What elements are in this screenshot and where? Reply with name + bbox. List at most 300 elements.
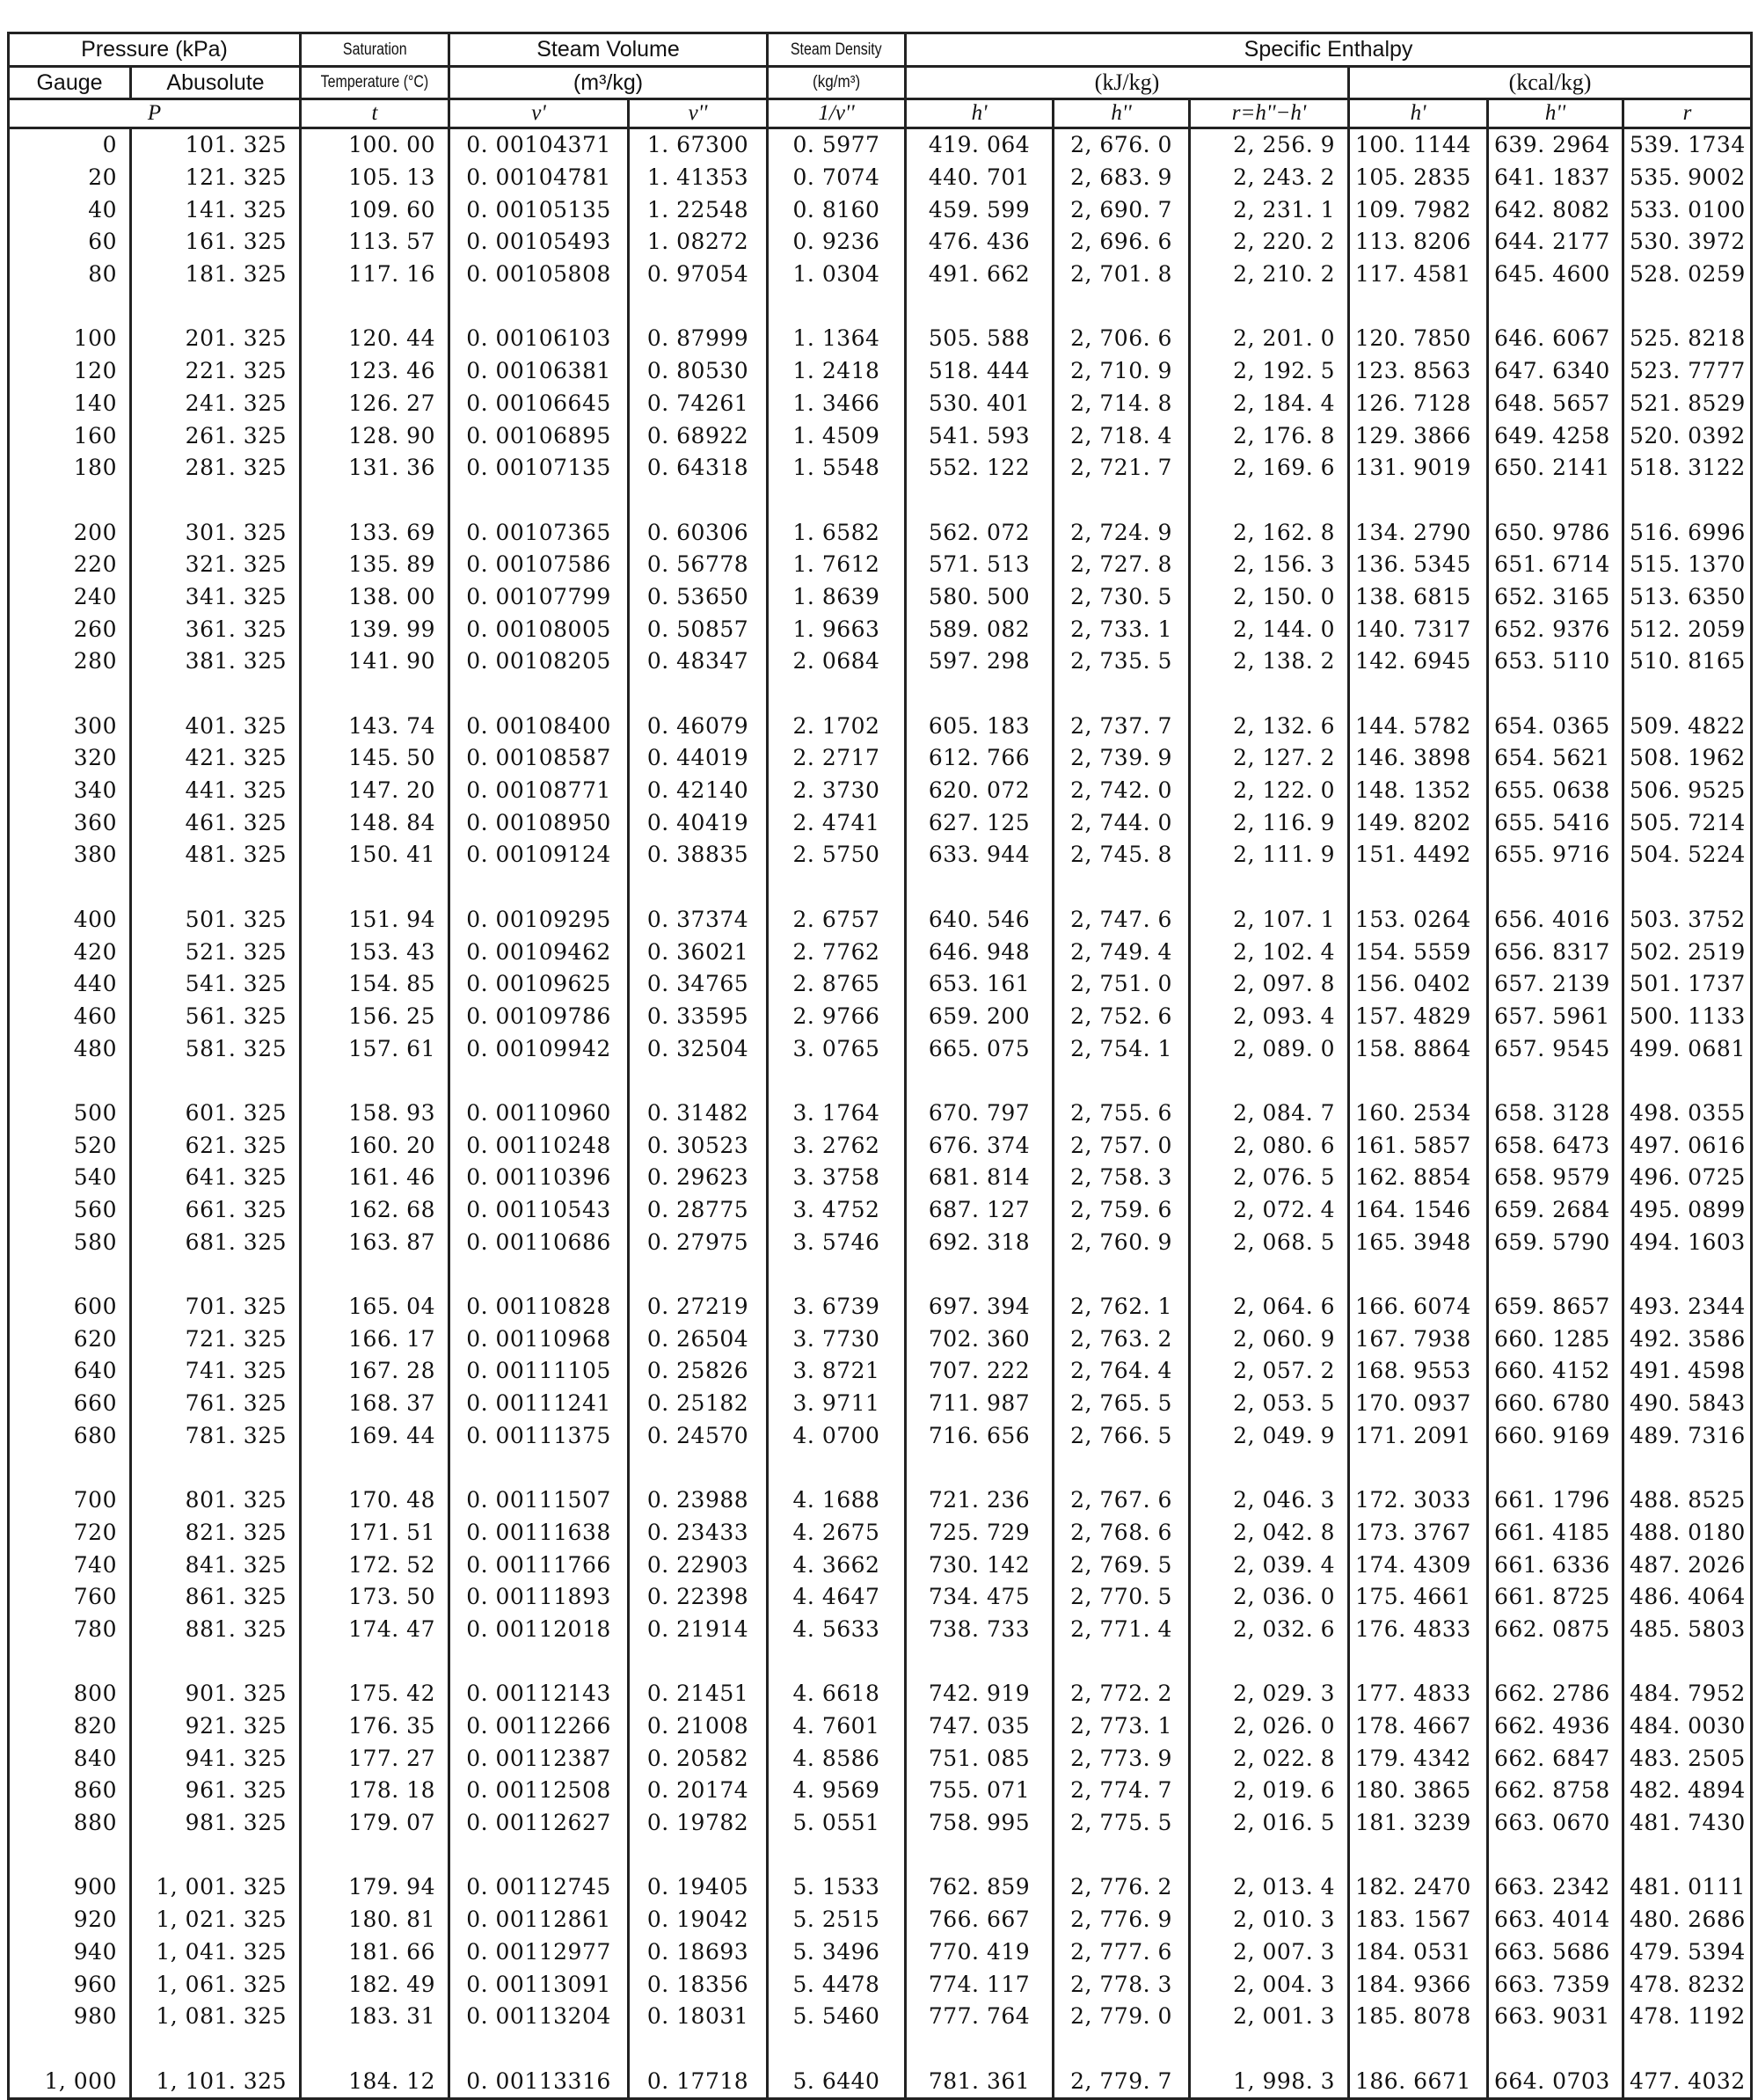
v2-cell: 0. 87999 [629,323,768,355]
spacer-cell [1349,485,1488,517]
v1-cell: 0. 00108005 [449,613,629,645]
gauge-cell: 40 [9,193,131,226]
r-kj-cell: 2, 132. 6 [1190,710,1349,742]
r-kj-cell: 2, 231. 1 [1190,193,1349,226]
table-row [9,1678,1752,1710]
r-kcal-cell: 518. 3122 [1623,452,1752,485]
gauge-cell: 460 [9,1001,131,1033]
r-kcal-cell: 480. 2686 [1623,1904,1752,1936]
h1-kcal-cell: 175. 4661 [1349,1581,1488,1614]
h2-kj-cell: 2, 747. 6 [1054,904,1190,937]
spacer-cell [1623,871,1752,904]
spacer-cell [1488,290,1623,323]
v2-cell: 0. 24570 [629,1420,768,1453]
h1-kj-cell: 605. 183 [906,710,1054,742]
v1-cell: 0. 00111105 [449,1355,629,1388]
h1-kcal-cell: 129. 3866 [1349,419,1488,452]
h1-kcal-cell: 181. 3239 [1349,1807,1488,1840]
v2-cell: 0. 29623 [629,1162,768,1194]
h2-kcal-cell: 661. 4185 [1488,1517,1623,1549]
r-kcal-cell: 521. 8529 [1623,388,1752,420]
h1-kcal-cell: 184. 9366 [1349,1968,1488,2001]
gauge-cell: 420 [9,936,131,968]
h2-kj-cell: 2, 775. 5 [1054,1807,1190,1840]
density-cell: 3. 1764 [768,1097,906,1130]
r-kcal-cell: 525. 8218 [1623,323,1752,355]
r-kcal-cell: 500. 1133 [1623,1001,1752,1033]
r-kcal-cell: 508. 1962 [1623,742,1752,775]
h2-kcal-cell: 659. 5790 [1488,1226,1623,1258]
table-row [9,1936,1752,1969]
v1-cell: 0. 00104371 [449,128,629,162]
spacer-cell [906,871,1054,904]
density-cell: 5. 1533 [768,1871,906,1904]
v1-cell: 0. 00112266 [449,1710,629,1743]
v2-cell: 0. 80530 [629,355,768,388]
h1-kcal-cell: 186. 6671 [1349,2065,1488,2098]
spacer-cell [301,1839,449,1871]
absolute-cell: 881. 325 [131,1614,301,1646]
v2-cell: 0. 21451 [629,1678,768,1710]
spacer-cell [9,2033,131,2066]
r-kj-cell: 2, 156. 3 [1190,549,1349,581]
table-row [9,904,1752,937]
h1-kcal-cell: 146. 3898 [1349,742,1488,775]
table-row [9,581,1752,614]
table-row [9,1807,1752,1840]
table-row [9,452,1752,485]
h2-kcal-cell: 655. 0638 [1488,775,1623,807]
kcal-unit-header: (kcal/kg) [1349,67,1752,99]
r-kj-cell: 2, 042. 8 [1190,1517,1349,1549]
table-row [9,1162,1752,1194]
h1-kj-cell: 755. 071 [906,1775,1054,1807]
gauge-cell: 480 [9,1032,131,1065]
v2-cell: 0. 22398 [629,1581,768,1614]
table-row [9,1968,1752,2001]
spacer-cell [1054,1258,1190,1291]
table-body [9,128,1752,2099]
saturation-temp-cell: 160. 20 [301,1129,449,1162]
spacer-cell [131,1839,301,1871]
h1-kj-cell: 640. 546 [906,904,1054,937]
spacer-cell [449,1258,629,1291]
v1-cell: 0. 00112627 [449,1807,629,1840]
gauge-cell: 440 [9,968,131,1001]
r-kj-cell: 2, 256. 9 [1190,128,1349,162]
spacer-cell [629,1839,768,1871]
spacer-cell [1190,485,1349,517]
density-cell: 4. 4647 [768,1581,906,1614]
saturation-temp-cell: 170. 48 [301,1484,449,1517]
density-cell: 2. 8765 [768,968,906,1001]
saturation-temp-cell: 145. 50 [301,742,449,775]
absolute-cell: 661. 325 [131,1194,301,1227]
steam-volume-unit-header: (m³/kg) [449,67,768,99]
saturation-temp-cell: 163. 87 [301,1226,449,1258]
saturation-temp-cell: 141. 90 [301,645,449,678]
h1-kcal-cell: 177. 4833 [1349,1678,1488,1710]
r-kcal-cell: 481. 0111 [1623,1871,1752,1904]
steam-density-header-label: Steam Density [791,40,882,59]
h2-kj-cell: 2, 760. 9 [1054,1226,1190,1258]
r-kj-cell: 2, 107. 1 [1190,904,1349,937]
r-kcal-cell: 484. 0030 [1623,1710,1752,1743]
spacer-cell [1349,290,1488,323]
h2-kcal-cell: 654. 0365 [1488,710,1623,742]
table-row [9,775,1752,807]
table-row [9,1001,1752,1033]
spacer-cell [449,485,629,517]
spacer-cell [1190,1258,1349,1291]
gauge-cell: 1, 000 [9,2065,131,2098]
table-row [9,1775,1752,1807]
saturation-temp-cell: 120. 44 [301,323,449,355]
h2-kcal-cell: 639. 2964 [1488,128,1623,162]
v2-cell: 0. 25182 [629,1388,768,1420]
h2-kcal-cell: 661. 8725 [1488,1581,1623,1614]
v2-cell: 0. 40419 [629,806,768,839]
h1-kj-cell: 758. 995 [906,1807,1054,1840]
table-row [9,162,1752,194]
v2-cell: 0. 20582 [629,1742,768,1775]
h1-kj-cell: 552. 122 [906,452,1054,485]
r-kj-cell: 2, 001. 3 [1190,2001,1349,2033]
h1-kj-cell: 459. 599 [906,193,1054,226]
absolute-cell: 501. 325 [131,904,301,937]
r-kcal-cell: 479. 5394 [1623,1936,1752,1969]
h2-kj-cell: 2, 733. 1 [1054,613,1190,645]
table-row [9,742,1752,775]
saturation-temp-cell: 138. 00 [301,581,449,614]
spacer-cell [1623,485,1752,517]
spacer-cell [131,871,301,904]
h1-kj-cell: 505. 588 [906,323,1054,355]
r-kj-cell: 2, 102. 4 [1190,936,1349,968]
h2-kcal-cell: 660. 1285 [1488,1323,1623,1355]
h2-kcal-cell: 661. 1796 [1488,1484,1623,1517]
absolute-cell: 281. 325 [131,452,301,485]
h2-kj-cell: 2, 769. 5 [1054,1549,1190,1581]
h1-kj-cell: 612. 766 [906,742,1054,775]
density-cell: 2. 5750 [768,839,906,871]
spacer-cell [768,1258,906,1291]
h1-kcal-cell: 173. 3767 [1349,1517,1488,1549]
gauge-cell: 780 [9,1614,131,1646]
gauge-cell: 500 [9,1097,131,1130]
h2-kj-cell: 2, 754. 1 [1054,1032,1190,1065]
absolute-cell: 1, 041. 325 [131,1936,301,1969]
h2-kcal-cell: 650. 9786 [1488,516,1623,549]
r-kj-cell: 2, 210. 2 [1190,259,1349,291]
symbol-P: P [9,99,301,128]
density-cell: 1. 0304 [768,259,906,291]
table-row [9,1032,1752,1065]
saturation-temp-cell: 181. 66 [301,1936,449,1969]
h2-kcal-cell: 647. 6340 [1488,355,1623,388]
density-cell: 2. 6757 [768,904,906,937]
spacer-cell [301,678,449,711]
h1-kj-cell: 781. 361 [906,2065,1054,2098]
h1-kcal-cell: 142. 6945 [1349,645,1488,678]
density-cell: 4. 1688 [768,1484,906,1517]
h1-kj-cell: 627. 125 [906,806,1054,839]
h2-kcal-cell: 655. 9716 [1488,839,1623,871]
saturation-temp-cell: 179. 07 [301,1807,449,1840]
r-kj-cell: 2, 192. 5 [1190,355,1349,388]
r-kcal-cell: 491. 4598 [1623,1355,1752,1388]
v1-cell: 0. 00108771 [449,775,629,807]
spacer-row [9,1452,1752,1484]
absolute-cell: 341. 325 [131,581,301,614]
h2-kj-cell: 2, 739. 9 [1054,742,1190,775]
spacer-cell [449,678,629,711]
h1-kj-cell: 670. 797 [906,1097,1054,1130]
h2-kj-cell: 2, 706. 6 [1054,323,1190,355]
spacer-cell [131,1065,301,1097]
saturation-temp-cell: 184. 12 [301,2065,449,2098]
h2-kj-cell: 2, 718. 4 [1054,419,1190,452]
table-row [9,1742,1752,1775]
h2-kcal-cell: 658. 9579 [1488,1162,1623,1194]
spacer-cell [1054,1452,1190,1484]
density-cell: 2. 4741 [768,806,906,839]
v2-cell: 0. 53650 [629,581,768,614]
h2-kcal-cell: 657. 2139 [1488,968,1623,1001]
spacer-cell [1488,1452,1623,1484]
h2-kj-cell: 2, 768. 6 [1054,1517,1190,1549]
v2-cell: 0. 50857 [629,613,768,645]
h2-kj-cell: 2, 724. 9 [1054,516,1190,549]
r-kcal-cell: 498. 0355 [1623,1097,1752,1130]
absolute-cell: 861. 325 [131,1581,301,1614]
spacer-cell [1623,290,1752,323]
h2-kj-cell: 2, 735. 5 [1054,645,1190,678]
table-row [9,1355,1752,1388]
v2-cell: 1. 22548 [629,193,768,226]
absolute-cell: 841. 325 [131,1549,301,1581]
h2-kcal-cell: 644. 2177 [1488,226,1623,259]
spacer-cell [1054,1645,1190,1678]
h1-kcal-cell: 160. 2534 [1349,1097,1488,1130]
gauge-cell: 180 [9,452,131,485]
spacer-row [9,1839,1752,1871]
h1-kj-cell: 738. 733 [906,1614,1054,1646]
spacer-cell [629,1065,768,1097]
r-kj-cell: 2, 046. 3 [1190,1484,1349,1517]
table-row [9,128,1752,162]
spacer-cell [629,290,768,323]
v1-cell: 0. 00108587 [449,742,629,775]
density-cell: 3. 5746 [768,1226,906,1258]
density-cell: 4. 9569 [768,1775,906,1807]
steam-table [7,32,1753,2100]
r-kcal-cell: 520. 0392 [1623,419,1752,452]
h2-kj-cell: 2, 762. 1 [1054,1291,1190,1323]
v1-cell: 0. 00108205 [449,645,629,678]
saturation-temp-cell: 100. 00 [301,128,449,162]
table-row [9,1388,1752,1420]
r-kj-cell: 2, 169. 6 [1190,452,1349,485]
v2-cell: 0. 22903 [629,1549,768,1581]
density-cell: 3. 0765 [768,1032,906,1065]
h2-kj-cell: 2, 776. 9 [1054,1904,1190,1936]
v2-cell: 0. 23988 [629,1484,768,1517]
v1-cell: 0. 00112143 [449,1678,629,1710]
r-kcal-cell: 490. 5843 [1623,1388,1752,1420]
spacer-cell [1349,1839,1488,1871]
h2-kj-cell: 2, 751. 0 [1054,968,1190,1001]
spacer-cell [301,1258,449,1291]
absolute-cell: 1, 061. 325 [131,1968,301,2001]
spacer-row [9,678,1752,711]
v1-cell: 0. 00112861 [449,1904,629,1936]
r-kcal-cell: 499. 0681 [1623,1032,1752,1065]
saturation-header-label: Saturation [342,40,407,59]
spacer-cell [131,290,301,323]
symbol-h1-kj: h' [906,99,1054,128]
r-kj-cell: 2, 220. 2 [1190,226,1349,259]
h2-kj-cell: 2, 742. 0 [1054,775,1190,807]
table-row [9,1226,1752,1258]
h2-kcal-cell: 650. 2141 [1488,452,1623,485]
saturation-temp-cell: 169. 44 [301,1420,449,1453]
saturation-temp-cell: 151. 94 [301,904,449,937]
h1-kj-cell: 770. 419 [906,1936,1054,1969]
h2-kj-cell: 2, 683. 9 [1054,162,1190,194]
saturation-temp-cell: 113. 57 [301,226,449,259]
density-cell: 2. 7762 [768,936,906,968]
density-cell: 1. 6582 [768,516,906,549]
density-cell: 3. 9711 [768,1388,906,1420]
v1-cell: 0. 00108400 [449,710,629,742]
gauge-cell: 700 [9,1484,131,1517]
spacer-cell [906,290,1054,323]
r-kcal-cell: 504. 5224 [1623,839,1752,871]
h2-kj-cell: 2, 730. 5 [1054,581,1190,614]
saturation-temp-cell: 176. 35 [301,1710,449,1743]
absolute-cell: 901. 325 [131,1678,301,1710]
gauge-cell: 980 [9,2001,131,2033]
r-kcal-cell: 528. 0259 [1623,259,1752,291]
saturation-temp-cell: 173. 50 [301,1581,449,1614]
gauge-cell: 120 [9,355,131,388]
h1-kcal-cell: 153. 0264 [1349,904,1488,937]
h2-kcal-cell: 642. 8082 [1488,193,1623,226]
h1-kcal-cell: 100. 1144 [1349,128,1488,162]
spacer-cell [1488,1839,1623,1871]
h2-kcal-cell: 663. 4014 [1488,1904,1623,1936]
h2-kcal-cell: 652. 9376 [1488,613,1623,645]
density-cell: 2. 9766 [768,1001,906,1033]
saturation-unit-label: Temperature (°C) [320,73,429,91]
gauge-cell: 960 [9,1968,131,2001]
spacer-cell [768,1065,906,1097]
spacer-cell [1190,1839,1349,1871]
spacer-cell [449,871,629,904]
v2-cell: 0. 74261 [629,388,768,420]
r-kcal-cell: 477. 4032 [1623,2065,1752,2098]
h2-kj-cell: 2, 758. 3 [1054,1162,1190,1194]
table-row [9,516,1752,549]
absolute-cell: 761. 325 [131,1388,301,1420]
spacer-row [9,1258,1752,1291]
r-kj-cell: 2, 122. 0 [1190,775,1349,807]
v2-cell: 0. 17718 [629,2065,768,2098]
density-cell: 2. 1702 [768,710,906,742]
r-kcal-cell: 489. 7316 [1623,1420,1752,1453]
gauge-cell: 80 [9,259,131,291]
gauge-cell: 660 [9,1388,131,1420]
gauge-cell: 820 [9,1710,131,1743]
h2-kj-cell: 2, 771. 4 [1054,1614,1190,1646]
gauge-cell: 940 [9,1936,131,1969]
v1-cell: 0. 00111375 [449,1420,629,1453]
saturation-temp-cell: 175. 42 [301,1678,449,1710]
v1-cell: 0. 00109124 [449,839,629,871]
absolute-cell: 581. 325 [131,1032,301,1065]
table-row [9,2001,1752,2033]
r-kj-cell: 2, 019. 6 [1190,1775,1349,1807]
spacer-cell [9,485,131,517]
h1-kj-cell: 589. 082 [906,613,1054,645]
absolute-cell: 401. 325 [131,710,301,742]
r-kcal-cell: 513. 6350 [1623,581,1752,614]
v2-cell: 0. 21914 [629,1614,768,1646]
spacer-cell [1054,2033,1190,2066]
h1-kj-cell: 734. 475 [906,1581,1054,1614]
steam-density-unit-header [768,67,906,99]
absolute-cell: 141. 325 [131,193,301,226]
h2-kj-cell: 2, 764. 4 [1054,1355,1190,1388]
spacer-cell [1488,1645,1623,1678]
spacer-cell [1623,2033,1752,2066]
absolute-cell: 741. 325 [131,1355,301,1388]
r-kj-cell: 2, 097. 8 [1190,968,1349,1001]
spacer-cell [1054,1839,1190,1871]
r-kj-cell: 2, 057. 2 [1190,1355,1349,1388]
spacer-cell [1349,678,1488,711]
spacer-cell [629,1452,768,1484]
absolute-cell: 1, 021. 325 [131,1904,301,1936]
gauge-cell: 620 [9,1323,131,1355]
v2-cell: 0. 32504 [629,1032,768,1065]
table-row [9,1549,1752,1581]
spacer-cell [131,2033,301,2066]
symbol-t: t [301,99,449,128]
v1-cell: 0. 00106895 [449,419,629,452]
v1-cell: 0. 00113204 [449,2001,629,2033]
table-row [9,388,1752,420]
saturation-temp-cell: 153. 43 [301,936,449,968]
absolute-cell: 321. 325 [131,549,301,581]
h1-kj-cell: 747. 035 [906,1710,1054,1743]
saturation-temp-cell: 168. 37 [301,1388,449,1420]
h2-kcal-cell: 655. 5416 [1488,806,1623,839]
table-row [9,1291,1752,1323]
table-row [9,806,1752,839]
spacer-cell [1054,871,1190,904]
v2-cell: 1. 41353 [629,162,768,194]
table-row [9,1097,1752,1130]
density-cell: 2. 3730 [768,775,906,807]
h1-kj-cell: 676. 374 [906,1129,1054,1162]
h1-kj-cell: 687. 127 [906,1194,1054,1227]
h2-kj-cell: 2, 745. 8 [1054,839,1190,871]
spacer-cell [301,1452,449,1484]
h1-kcal-cell: 149. 8202 [1349,806,1488,839]
spacer-cell [1349,1258,1488,1291]
